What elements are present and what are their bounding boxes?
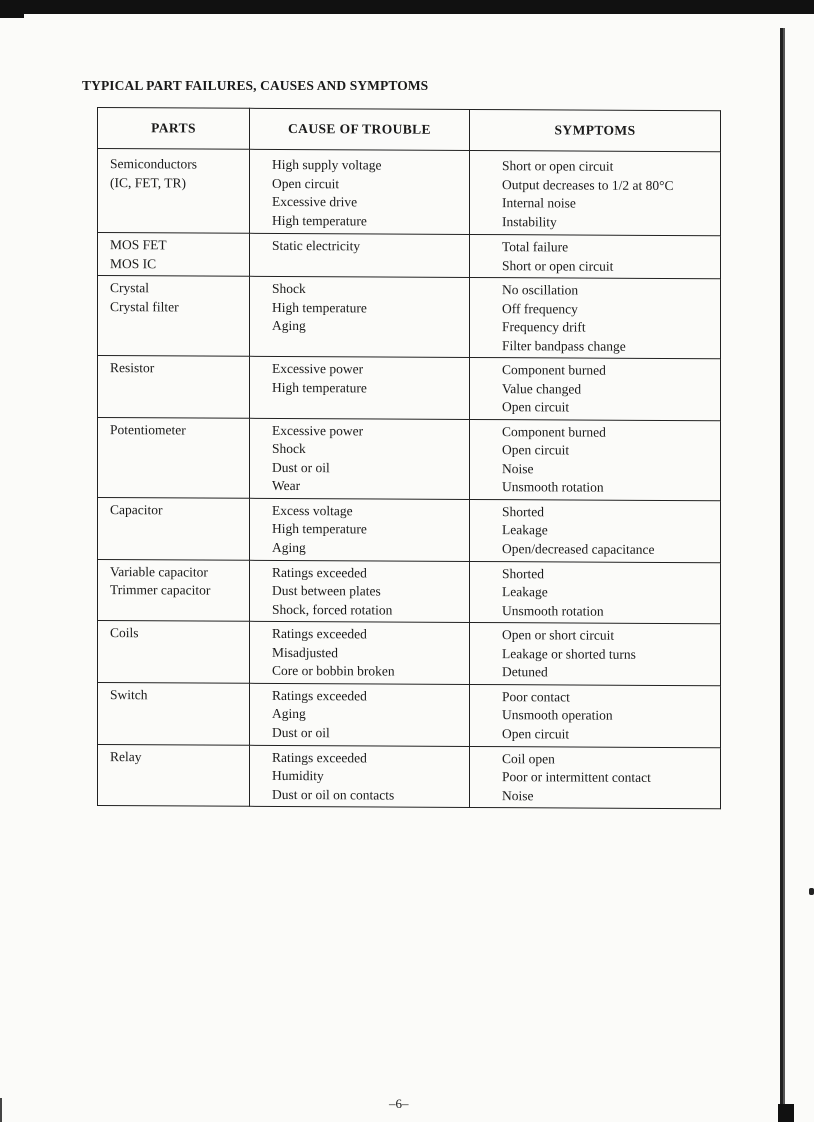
cause-cell-line: High temperature: [272, 212, 367, 228]
scan-left-edge: [0, 1098, 2, 1122]
cause-cell: [250, 621, 470, 684]
symptom-cell-line: Unsmooth rotation: [502, 602, 604, 619]
symptom-cell-line: Noise: [502, 460, 534, 476]
part-cell-line: Switch: [110, 686, 148, 702]
cause-cell: [250, 149, 470, 234]
symptom-cell-line: Unsmooth rotation: [502, 479, 604, 495]
symptom-cell-line: Open circuit: [502, 725, 570, 741]
table-row: [98, 559, 721, 624]
part-cell: [98, 621, 250, 683]
symptom-cell-line: Component burned: [502, 362, 606, 378]
cause-cell-line: Excessive drive: [272, 193, 358, 210]
part-cell: [98, 682, 250, 745]
symptom-cell-line: Frequency drift: [502, 319, 586, 335]
symptom-cell: [470, 746, 721, 809]
cause-cell: [250, 418, 470, 499]
failure-table-container: [97, 107, 730, 809]
part-cell-line: Trimmer capacitor: [110, 582, 211, 598]
cause-cell-line: Dust or oil on contacts: [272, 786, 395, 803]
cause-cell-line: Excess voltage: [272, 502, 353, 518]
cause-cell-line: High temperature: [272, 520, 367, 537]
table-row: [98, 621, 721, 686]
symptom-cell-line: Shorted: [502, 565, 544, 581]
cause-cell-line: Ratings exceeded: [272, 564, 367, 580]
header-cause: CAUSE OF TROUBLE: [250, 108, 470, 150]
table-header-row: [98, 108, 721, 152]
symptom-cell: [470, 622, 721, 685]
cause-cell-line: Wear: [272, 477, 301, 494]
cause-cell: [250, 745, 470, 808]
symptom-cell-line: Leakage: [502, 584, 548, 600]
part-cell-line: Capacitor: [110, 501, 163, 517]
page-number: –6–: [389, 1096, 409, 1111]
cause-cell-line: Ratings exceeded: [272, 749, 367, 765]
cause-cell-line: Shock: [272, 440, 306, 457]
cause-cell-line: Misadjusted: [272, 644, 338, 660]
symptom-cell: [470, 234, 721, 278]
symptom-cell-line: Total failure: [502, 239, 569, 255]
cause-cell-line: Aging: [272, 539, 306, 555]
symptom-cell-line: Open/decreased capacitance: [502, 540, 655, 557]
page-title: TYPICAL PART FAILURES, CAUSES AND SYMPTOMS: [82, 78, 429, 93]
cause-cell-line: Excessive power: [272, 360, 364, 377]
symptom-cell-line: Shorted: [502, 503, 544, 519]
cause-cell: [250, 683, 470, 746]
part-cell-line: Semiconductors: [110, 156, 197, 172]
symptom-cell: [470, 150, 721, 235]
symptom-cell-line: Component burned: [502, 423, 606, 440]
cause-cell-line: High temperature: [272, 379, 367, 395]
scan-top-notch: [0, 14, 24, 18]
cause-cell-line: Dust between plates: [272, 582, 381, 599]
part-cell-line: Potentiometer: [110, 421, 186, 437]
table-row: [98, 276, 721, 359]
symptom-cell: [470, 419, 721, 500]
part-cell: [98, 276, 250, 357]
part-cell: [98, 149, 250, 234]
header-symptoms: SYMPTOMS: [470, 109, 721, 151]
part-cell: [98, 497, 250, 560]
part-cell-line: Resistor: [110, 360, 155, 376]
cause-cell-line: High supply voltage: [272, 156, 382, 173]
part-cell-line: Coils: [110, 625, 139, 641]
part-cell: [98, 233, 250, 277]
cause-cell: [250, 233, 470, 277]
part-cell-line: (IC, FET, TR): [110, 174, 186, 190]
symptom-cell-line: Poor or intermittent contact: [502, 769, 651, 785]
cause-cell-line: Shock: [272, 280, 306, 297]
symptom-cell-line: Short or open circuit: [502, 158, 614, 174]
cause-cell-line: Humidity: [272, 767, 324, 784]
scan-top-border: [0, 0, 814, 14]
symptom-cell-line: Noise: [502, 787, 534, 803]
table-row: [98, 233, 721, 279]
symptom-cell-line: Open circuit: [502, 442, 570, 458]
cause-cell-line: Core or bobbin broken: [272, 662, 395, 679]
symptom-cell-line: Open or short circuit: [502, 627, 615, 643]
cause-cell-line: Aging: [272, 317, 306, 334]
table-row: [98, 744, 721, 809]
part-cell: [98, 559, 250, 621]
cause-cell-line: Open circuit: [272, 175, 340, 191]
symptom-cell-line: Off frequency: [502, 300, 578, 317]
table-row: [98, 682, 721, 747]
header-parts: PARTS: [98, 108, 250, 150]
scan-speck: [809, 888, 814, 895]
cause-cell-line: Static electricity: [272, 237, 361, 254]
symptom-cell: [470, 561, 721, 624]
table-row: [98, 149, 721, 236]
cause-cell: [250, 276, 470, 357]
symptom-cell-line: Short or open circuit: [502, 257, 614, 274]
symptom-cell-line: Coil open: [502, 750, 555, 766]
symptom-cell-line: Output decreases to 1/2 at 80°C: [502, 176, 674, 193]
table-body: [98, 149, 721, 809]
symptom-cell-line: Filter bandpass change: [502, 337, 626, 354]
symptom-cell-line: Open circuit: [502, 399, 570, 415]
symptom-cell-line: Instability: [502, 213, 557, 229]
cause-cell-line: Dust or oil: [272, 724, 330, 740]
part-cell-line: Variable capacitor: [110, 563, 208, 580]
scan-right-foot: [778, 1104, 794, 1122]
cause-cell-line: Ratings exceeded: [272, 687, 367, 703]
failure-table: [97, 107, 721, 809]
symptom-cell-line: Leakage or shorted turns: [502, 645, 636, 662]
cause-cell-line: Aging: [272, 705, 306, 722]
cause-cell-line: Excessive power: [272, 422, 364, 438]
table-row: [98, 356, 721, 421]
symptom-cell-line: Poor contact: [502, 688, 570, 704]
symptom-cell-line: Unsmooth operation: [502, 707, 613, 723]
part-cell: [98, 356, 250, 418]
table-row: [98, 497, 721, 562]
part-cell: [98, 417, 250, 498]
cause-cell: [250, 498, 470, 561]
table-row: [98, 417, 721, 500]
part-cell-line: Relay: [110, 748, 142, 764]
cause-cell-line: Ratings exceeded: [272, 625, 367, 642]
cause-cell: [250, 560, 470, 623]
symptom-cell: [470, 499, 721, 562]
scan-right-edge: [780, 28, 788, 1122]
cause-cell-line: High temperature: [272, 299, 367, 315]
part-cell-line: Crystal filter: [110, 298, 179, 314]
cause-cell: [250, 356, 470, 419]
symptom-cell-line: Value changed: [502, 380, 582, 397]
part-cell-line: MOS FET: [110, 237, 167, 253]
part-cell-line: MOS IC: [110, 255, 157, 271]
symptom-cell: [470, 357, 721, 420]
symptom-cell-line: Internal noise: [502, 195, 576, 211]
symptom-cell-line: Leakage: [502, 522, 548, 538]
symptom-cell: [470, 684, 721, 747]
part-cell: [98, 744, 250, 806]
part-cell-line: Crystal: [110, 280, 149, 296]
cause-cell-line: Shock, forced rotation: [272, 601, 393, 618]
cause-cell-line: Dust or oil: [272, 459, 330, 475]
symptom-cell: [470, 277, 721, 358]
symptom-cell-line: No oscillation: [502, 282, 579, 298]
symptom-cell-line: Detuned: [502, 664, 548, 680]
